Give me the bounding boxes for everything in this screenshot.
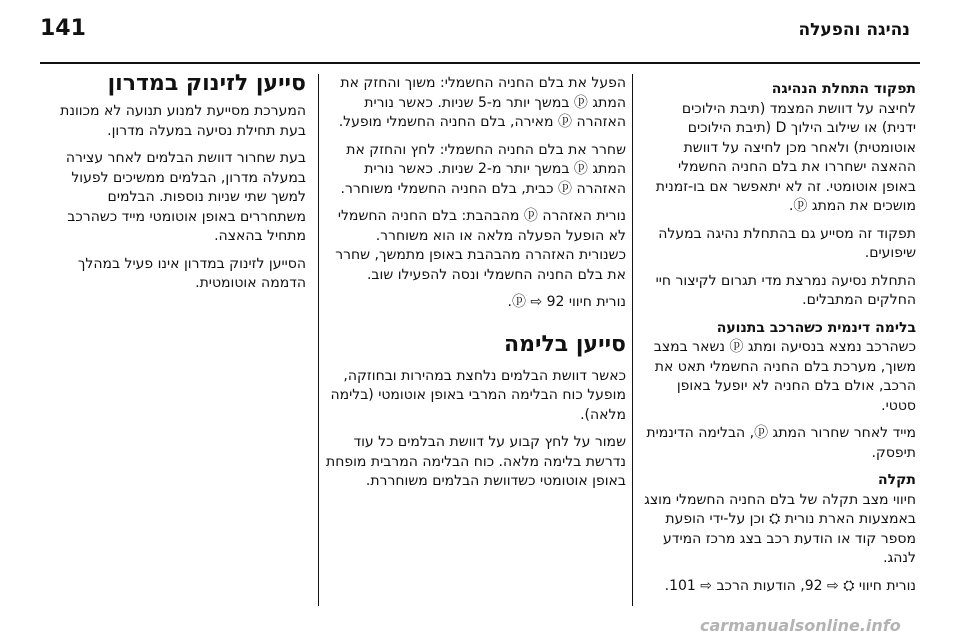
column-divider <box>318 74 319 606</box>
column-divider <box>632 74 633 606</box>
page-header <box>0 14 960 48</box>
paragraph: נורית האזהרה ⓟ מהבהבת: בלם החניה החשמלי לא הופעל הפעלה מלאה או הוא משוחרר. כשנורית האזהרה מהבהבת באופן מתמשך, שחרר את בלם החניה החשמלי ונסה להפעילו שוב. <box>335 208 626 283</box>
paragraph: בעת שחרור דוושת הבלמים לאחר עצירה במעלה מדרון, הבלמים ממשיכים לפעול למשך שתי שניות נוספות. הבלמים משתחררים באופן אוטומטי מייד כשהרכב מתחיל בהאצה. <box>65 150 306 244</box>
section-heading-start-assist: תפקוד התחלת הנהיגה <box>771 81 916 97</box>
paragraph: המערכת מסייעת למנוע תנועה לא מכוונת בעת תחילת נסיעה במעלה מדרון. <box>60 103 306 139</box>
section-heading-fault: תקלה <box>878 472 916 488</box>
paragraph: שמור על לחץ קבוע על דוושת הבלמים כל עוד נדרשת בלימה מלאה. כוח הבלימה המרבית מופחת באופן אוטומטי כשדוושת הבלמים משוחררת. <box>326 434 626 489</box>
page-number: 141 <box>40 16 86 41</box>
paragraph: הסייען לזינוק במדרון אינו פעיל במהלך הדממה אוטומטית. <box>77 255 306 291</box>
watermark: carmanualsonline.info <box>700 616 901 635</box>
paragraph: הפעל את בלם החניה החשמלי: משוך והחזק את המתג ⓟ במשך יותר מ-5 שניות. כאשר נורית האזהרה ⓟ מאירה, בלם החניה החשמלי מופעל. <box>338 75 626 130</box>
section-heading-dynamic-braking: בלימה דינמית כשהרכב בתנועה <box>716 319 916 336</box>
column-left <box>38 70 306 302</box>
section-heading-brake-assist: סייען בלימה <box>503 331 626 357</box>
paragraph: כשהרכב נמצא בנסיעה ומתג ⓟ נשאר במצב משוך, מערכת בלם החניה החשמלי תאט את הרכב, אולם בלם החניה לא יופעל באופן סטטי. <box>653 339 916 414</box>
header-rule <box>40 62 920 64</box>
paragraph: התחלת נסיעה נמרצת מדי תגרום לקיצור חיי החלקים המתבלים. <box>655 272 916 308</box>
paragraph: כאשר דוושת הבלמים נלחצת במהירות ובחוזקה, מופעל כוח הבלימה המרבי באופן אוטומטי (בלימה מלאה). <box>330 367 626 423</box>
column-middle <box>326 74 626 500</box>
paragraph: חיווי מצב תקלה של בלם החניה החשמלי מוצג באמצעות הארת נורית ⛭ וכן על-ידי הופעת מספר קוד או הודעת רכב בצג מרכז המידע לנהג. <box>644 491 916 566</box>
paragraph: נורית חיווי ⛭ ⇨ 92, הודעות הרכב ⇨ 101. <box>664 577 916 594</box>
section-heading-hill-start-assist: סייען לזינוק במדרון <box>107 71 306 96</box>
paragraph: שחרר את בלם החניה החשמלי: לחץ והחזק את המתג ⓟ במשך יותר מ-2 שניות. כאשר נורית האזהרה ⓟ כבית, בלם החניה החשמלי משוחרר. <box>340 141 626 197</box>
paragraph: נורית חיווי ⓟ ⇨ 92. <box>507 294 626 310</box>
paragraph: מייד לאחר שחרור המתג ⓟ, הבלימה הדינמית תיפסק. <box>646 425 916 461</box>
paragraph: לחיצה על דוושת המצמד (תיבת הילוכים ידנית) או שילוב הילוך D (תיבת הילוכים אוטומטית) ולאחר מכן לחיצה על דוושת ההאצה ישחררו את בלם החניה החשמלי באופן אוטומטי. זה לא יתאפשר אם בו-זמנית מושכים את המתג ⓟ. <box>655 100 916 214</box>
paragraph: תפקוד זה מסייע גם בהתחלת נהיגה במעלה שיפועים. <box>658 225 916 261</box>
running-title: נהיגה והפעלה <box>798 20 910 40</box>
column-right <box>644 74 916 604</box>
